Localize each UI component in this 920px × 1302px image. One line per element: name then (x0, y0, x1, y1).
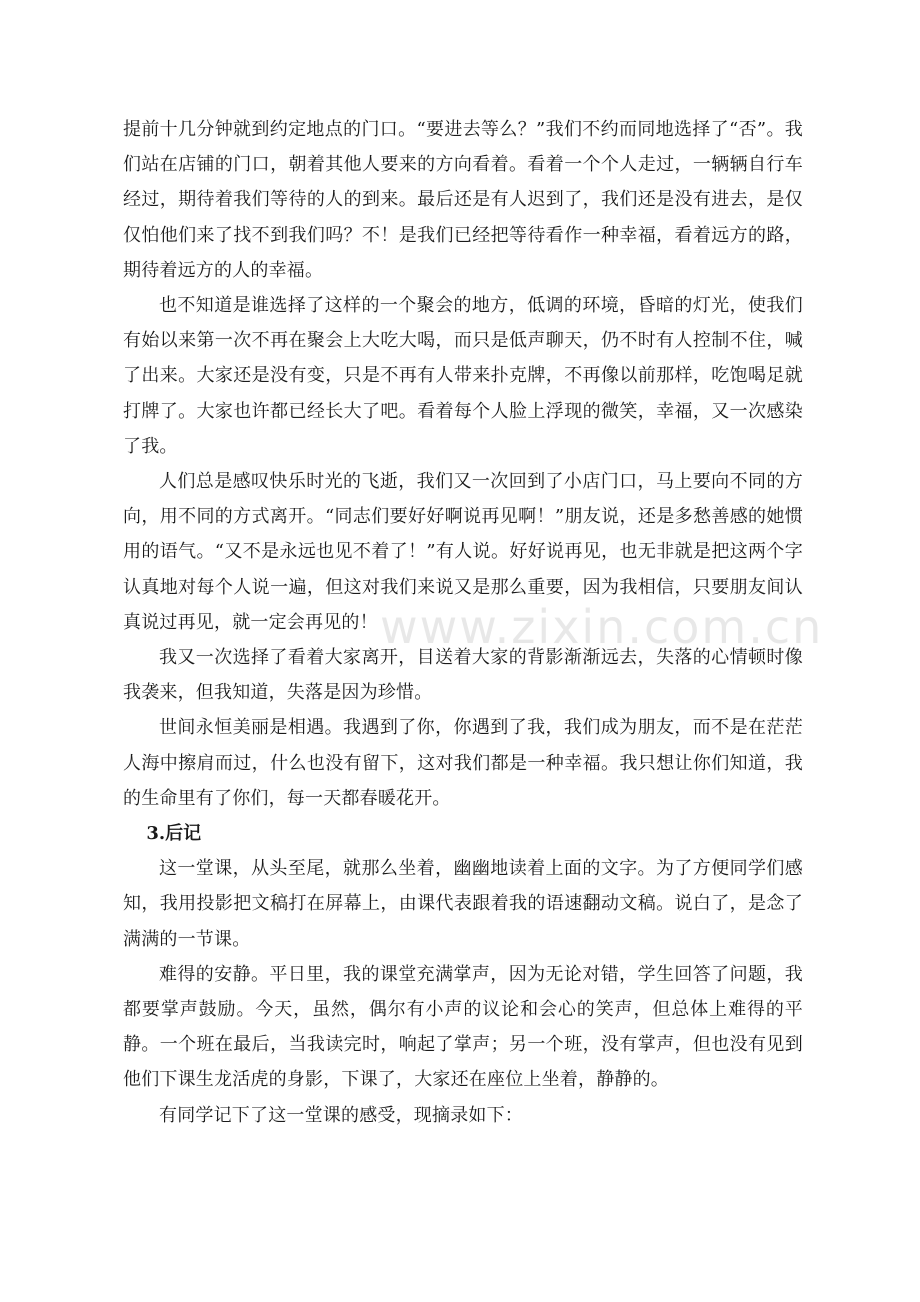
paragraph-2: 人们总是感叹快乐时光的飞逝，我们又一次回到了小店门口，马上要向不同的方向，用不同的方式离开。“同志们要好好啊说再见啊！”朋友说，还是多愁善感的她惯用的语气。“又不是永远也见不着了！”有人说。好好说再见，也无非就是把这两个字认真地对每个人说一遍，但这对我们来说又是那么重要，因为我相信，只要朋友间认真说过再见，就一定会再见的！ (123, 471, 803, 633)
watermark: www.zixin.com.cn (380, 600, 824, 654)
document-page (123, 112, 803, 1133)
paragraph-0: 提前十几分钟就到约定地点的门口。“要进去等么？”我们不约而同地选择了“否”。我们站在店铺的门口，朝着其他人要来的方向看着。看着一个个人走过，一辆辆自行车经过，期待着我们等待的人的到来。最后还是有人迟到了，我们还是没有进去，是仅仅怕他们来了找不到我们吗？不！是我们已经把等待看作一种幸福，看着远方的路，期待着远方的人的幸福。 (123, 119, 803, 281)
paragraph-7: 有同学记下了这一堂课的感受，现摘录如下： (159, 1104, 523, 1126)
paragraph-6: 难得的安静。平日里，我的课堂充满掌声，因为无论对错，学生回答了问题，我都要掌声鼓励。今天，虽然，偶尔有小声的议论和会心的笑声，但总体上难得的平静。一个班在最后，当我读完时，响起了掌声；另一个班，没有掌声，但也没有见到他们下课生龙活虎的身影，下课了，大家还在座位上坐着，静静的。 (123, 963, 803, 1091)
paragraph-5: 这一堂课，从头至尾，就那么坐着，幽幽地读着上面的文字。为了方便同学们感知，我用投影把文稿打在屏幕上，由课代表跟着我的语速翻动文稿。说白了，是念了满满的一节课。 (123, 858, 803, 950)
paragraph-3: 我又一次选择了看着大家离开，目送着大家的背影渐渐远去，失落的心情顿时像我袭来，但我知道，失落是因为珍惜。 (123, 647, 803, 704)
paragraph-4: 世间永恒美丽是相遇。我遇到了你，你遇到了我，我们成为朋友，而不是在茫茫人海中擦肩而过，什么也没有留下，这对我们都是一种幸福。我只想让你们知道，我的生命里有了你们，每一天都春暖花开。 (123, 717, 803, 809)
section-heading: 3.后记 (146, 823, 202, 845)
paragraph-1: 也不知道是谁选择了这样的一个聚会的地方，低调的环境，昏暗的灯光，使我们有始以来第一次不再在聚会上大吃大喝，而只是低声聊天，仍不时有人控制不住，喊了出来。大家还是没有变，只是不再有人带来扑克牌，不再像以前那样，吃饱喝足就打牌了。大家也许都已经长大了吧。看着每个人脸上浮现的微笑，幸福，又一次感染了我。 (123, 295, 803, 457)
